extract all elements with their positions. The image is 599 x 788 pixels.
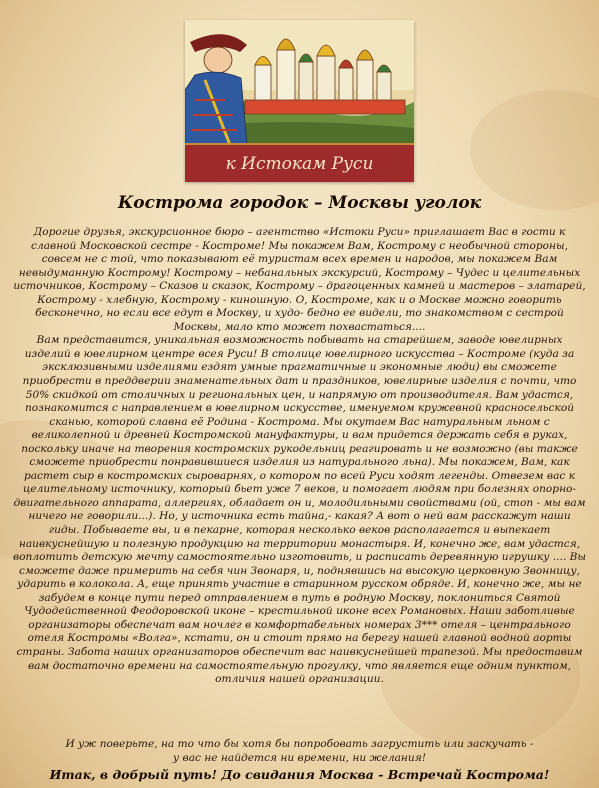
intro-paragraph: Дорогие друзья, экскурсионное бюро – агентство «Истоки Руси» приглашает Вас в гости к славной Московской сестре - Костроме! Мы покажем Вам, Кострому с необычной стороны, совсем не с той, что показывают её туристам всех времен и народов, мы покажем Вам невыдуманную Кострому! Кострому – небанальных экскурсий, Кострому – Чудес и целительных источников, Кострому – Сказов и сказок, Кострому – драгоценных камней и мастеров – златарей, Кострому - хлебную, Кострому - киношную. О, Костроме, как и о Москве можно говорить бесконечно, но если все едут в Москву, и худо- бедно ее видели, то знакомством с сестрой Москвы, мало кто может похвастаться....: [13, 226, 586, 333]
closing-line: у вас не найдется ни времени, ни желания!: [173, 752, 426, 764]
banner-image: [185, 20, 414, 182]
banner-caption: к Истокам Руси: [225, 153, 374, 174]
kremlin-illustration: [185, 20, 414, 145]
farewell-line: Итак, в добрый путь! До свидания Москва - Встречай Кострома!: [49, 767, 550, 782]
main-paragraph: Вам представится, уникальная возможность побывать на старейшем, заводе ювелирных изделий в ювелирном центре всея Руси! В столице ювелирного искусства – Костроме (куда за эксклюзивными изделиями ездят умные прагматичные и экономные люди) вы сможете приобрести в преддверии знаменательных дат и праздников, ювелирные изделия с почти, что 50% скидкой от столичных и региональных цен, и напрямую от производителя. Вам удастся, познакомится с направлением в ювелирном искусстве, именуемом кружевной красносельской сканью, которой славна её Родина - Кострома. Мы окутаем Вас натуральным льном с великолепной и древней Костромской мануфактуры, и вам придется держать себя в руках, поскольку иначе на творения костромских рукодельниц реагировать и не возможно (вы также сможете приобрести понравившиеся изделия из натурального льна). Мы покажем, Вам, как растет сыр в костромских сыроварнях, о котором по всей Руси ходят легенды. Отвезем вас к целительному источнику, который бьет уже 7 веков, и помогает людям при болезнях опорно-двигательного аппарата, аллергиях, обладает он и, молодильными свойствами (ой, стоп - мы вам ничего не говорили...). Но, у источника есть тайна,- какая? А вот о ней вам расскажут наши гиды. Побываете вы, и в пекарне, которая несколько веков располагается и выпекает наивкуснейшую и полезную продукцию на территории монастыря. И, конечно же, вам удастся, воплотить детскую мечту самостоятельно изготовить, и расписать деревянную игрушку .... Вы сможете даже примерить на себя чин Звонаря, и, поднявшись на высокую церковную Звонницу, ударить в колокола. А, еще принять участие в старинном русском обряде. И, конечно же, мы не забудем в конце пути перед отправлением в путь в родную Москву, поклониться Святой Чудодейственной Феодоровской иконе – крестильной иконе всех Романовых. Наши заботливые организаторы обеспечат вам ночлег в комфортабельных номерах 3*** отеля – центрального отеля Костромы «Волга», кстати, он и стоит прямо на берегу нашей главной водной аорты страны. Забота наших организаторов обеспечит вас наивкуснейшей трапезой. Мы предоставим вам достаточно времени на самостоятельную прогулку, что является еще одним пунктом, отличия нашей организации.: [12, 334, 587, 686]
body-text: [12, 226, 587, 687]
closing-line: И уж поверьте, на то что бы хотя бы попробовать загрустить или заскучать -: [65, 738, 534, 750]
closing-text: [10, 737, 589, 765]
banner-caption-bar: [185, 143, 414, 182]
page-title: Кострома городок – Москвы уголок: [117, 193, 482, 213]
